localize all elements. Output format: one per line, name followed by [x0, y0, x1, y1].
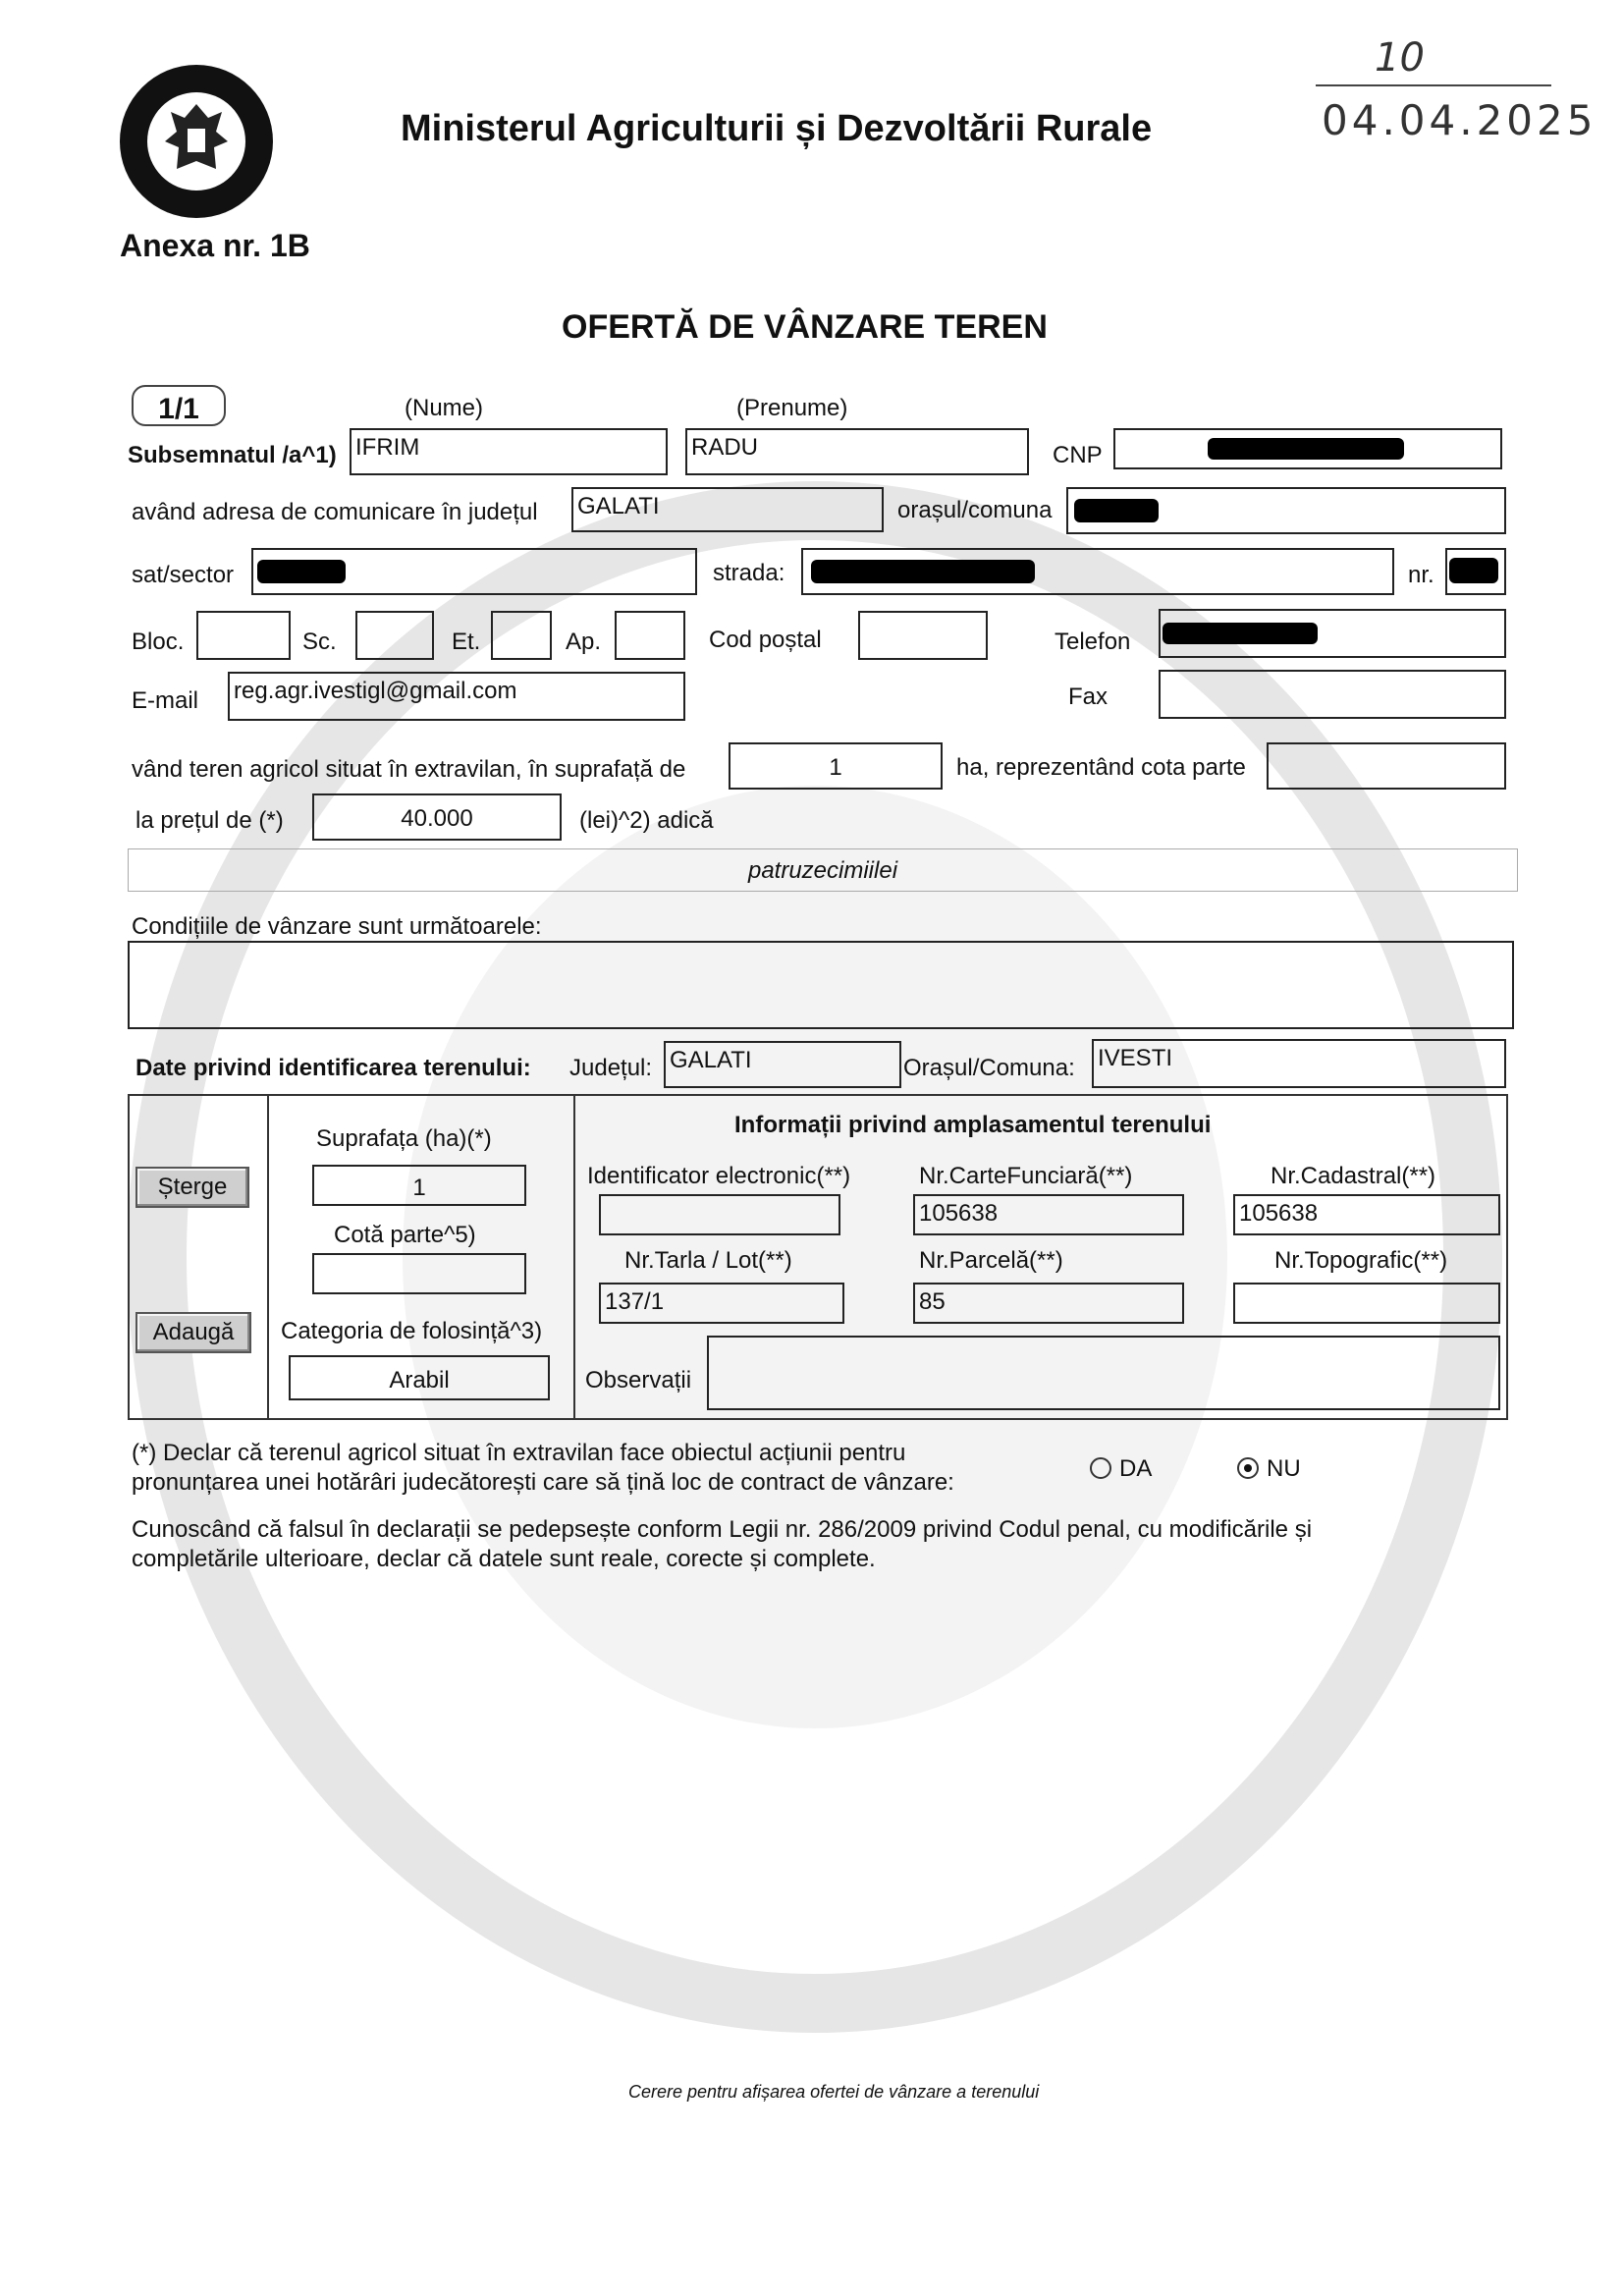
nr-redaction [1449, 558, 1498, 583]
cadastral-label: Nr.Cadastral(**) [1271, 1163, 1436, 1189]
land-suprafata-field[interactable]: 1 [312, 1165, 526, 1206]
adresa-label: având adresa de comunicare în județul [132, 499, 538, 525]
fax-field[interactable] [1159, 670, 1506, 719]
strada-label: strada: [713, 560, 785, 586]
cod-postal-label: Cod poștal [709, 627, 822, 653]
land-suprafata-label: Suprafața (ha)(*) [316, 1125, 492, 1152]
handwritten-number: 10 [1375, 35, 1425, 81]
radio-nu-selected-dot [1244, 1464, 1252, 1472]
et-field[interactable] [491, 611, 552, 660]
annex-label: Anexa nr. 1B [120, 228, 310, 263]
nume-caption: (Nume) [405, 395, 484, 421]
page-counter: 1/1 [132, 385, 226, 426]
form-title: OFERTĂ DE VÂNZARE TEREN [562, 308, 1048, 346]
legal-line-1: Cunoscând că falsul în declarații se pedepsește conform Legii nr. 286/2009 privind Codul penal, cu modificările și [132, 1516, 1313, 1543]
radio-nu[interactable] [1237, 1457, 1259, 1479]
bloc-label: Bloc. [132, 629, 185, 655]
cadastral-field[interactable]: 105638 [1233, 1194, 1500, 1235]
observatii-field[interactable] [707, 1336, 1500, 1410]
cnp-redaction [1208, 438, 1404, 460]
oras-redaction [1074, 499, 1159, 522]
suprafata-field[interactable]: 1 [729, 742, 943, 790]
land-judet-label: Județul: [569, 1055, 653, 1081]
prenume-field[interactable]: RADU [685, 428, 1029, 475]
telefon-redaction [1163, 623, 1318, 644]
email-label: E-mail [132, 687, 199, 714]
cnp-label: CNP [1053, 442, 1103, 468]
ministry-seal [118, 63, 275, 220]
legal-line-2: completările ulterioare, declar că datele sunt reale, corecte și complete. [132, 1546, 876, 1572]
land-categoria-field[interactable]: Arabil [289, 1355, 550, 1400]
tarla-field[interactable]: 137/1 [599, 1283, 844, 1324]
observatii-label: Observații [585, 1367, 692, 1394]
nume-field[interactable]: IFRIM [350, 428, 668, 475]
subsemnatul-label: Subsemnatul /a^1) [128, 442, 337, 468]
conditii-label: Condițiile de vânzare sunt următoarele: [132, 913, 542, 940]
bloc-field[interactable] [196, 611, 291, 660]
pret-text: la prețul de (*) [135, 807, 284, 834]
conditii-field[interactable] [128, 941, 1514, 1029]
cod-postal-field[interactable] [858, 611, 988, 660]
land-oras-field[interactable]: IVESTI [1092, 1039, 1506, 1088]
topografic-label: Nr.Topografic(**) [1274, 1247, 1448, 1274]
topografic-field[interactable] [1233, 1283, 1500, 1324]
vand-text: vând teren agricol situat în extravilan, în suprafață de [132, 756, 686, 783]
nr-label: nr. [1408, 562, 1434, 588]
adauga-button[interactable]: Adaugă [135, 1312, 251, 1353]
land-categoria-label: Categoria de folosință^3) [281, 1318, 543, 1344]
radio-da[interactable] [1090, 1457, 1111, 1479]
sat-redaction [257, 560, 346, 583]
handwritten-date: 04.04.2025 [1322, 96, 1597, 144]
land-table-divider-1 [267, 1094, 269, 1420]
parcela-label: Nr.Parcelă(**) [919, 1247, 1063, 1274]
info-title: Informații privind amplasamentul terenului [734, 1112, 1212, 1138]
email-field[interactable]: reg.agr.ivestigl@gmail.com [228, 672, 685, 721]
oras-label: orașul/comuna [897, 497, 1053, 523]
id-electronic-label: Identificator electronic(**) [587, 1163, 851, 1189]
radio-nu-label: NU [1267, 1455, 1301, 1482]
id-electronic-field[interactable] [599, 1194, 840, 1235]
prenume-caption: (Prenume) [736, 395, 848, 421]
land-judet-field[interactable]: GALATI [664, 1041, 901, 1088]
pret-litere-field[interactable]: patruzecimiilei [128, 848, 1518, 892]
telefon-label: Telefon [1055, 629, 1131, 655]
handwritten-rule [1316, 84, 1551, 86]
strada-redaction [811, 560, 1035, 583]
land-table-divider-2 [573, 1094, 575, 1420]
sc-field[interactable] [355, 611, 434, 660]
ha-text: ha, reprezentând cota parte [956, 754, 1246, 781]
tarla-label: Nr.Tarla / Lot(**) [624, 1247, 792, 1274]
ap-label: Ap. [566, 629, 602, 655]
land-cota-label: Cotă parte^5) [334, 1222, 476, 1248]
footer-caption: Cerere pentru afișarea ofertei de vânzare a terenului [628, 2082, 1040, 2102]
declaration-line-1: (*) Declar că terenul agricol situat în extravilan face obiectul acțiunii pentru [132, 1440, 906, 1466]
carte-funciara-field[interactable]: 105638 [913, 1194, 1184, 1235]
parcela-field[interactable]: 85 [913, 1283, 1184, 1324]
land-cota-field[interactable] [312, 1253, 526, 1294]
sterge-button[interactable]: Șterge [135, 1167, 249, 1208]
ap-field[interactable] [615, 611, 685, 660]
lei-text: (lei)^2) adică [579, 807, 714, 834]
sc-label: Sc. [302, 629, 337, 655]
et-label: Et. [452, 629, 481, 655]
sat-label: sat/sector [132, 562, 235, 588]
cota-parte-field[interactable] [1267, 742, 1506, 790]
land-section-label: Date privind identificarea terenului: [135, 1055, 531, 1081]
judet-field[interactable]: GALATI [571, 487, 884, 532]
pret-field[interactable]: 40.000 [312, 793, 562, 841]
radio-da-label: DA [1119, 1455, 1153, 1482]
fax-label: Fax [1068, 683, 1109, 710]
ministry-name: Ministerul Agriculturii și Dezvoltării Rurale [401, 108, 1153, 149]
carte-funciara-label: Nr.CarteFunciară(**) [919, 1163, 1133, 1189]
land-oras-label: Orașul/Comuna: [903, 1055, 1075, 1081]
declaration-line-2: pronunțarea unei hotărâri judecătorești care să țină loc de contract de vânzare: [132, 1469, 954, 1496]
